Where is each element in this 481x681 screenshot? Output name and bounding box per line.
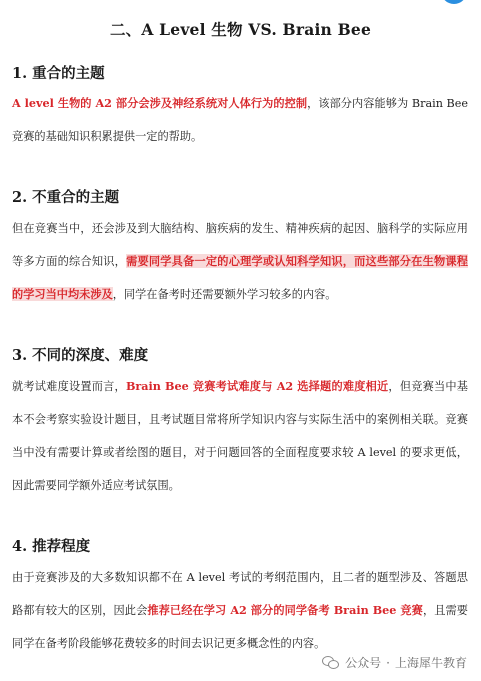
section-paragraph-3 bbox=[12, 370, 468, 502]
body-text: ，该部分内容能够为 Brain Bee 竞赛的基础知识积累提供一定的帮助。 bbox=[12, 97, 468, 143]
section-heading-2: 2. 不重合的主题 bbox=[12, 189, 120, 206]
body-text: 但在竞赛当中，还会涉及到大脑结构、脑疾病的发生、精神疾病的起因、脑科学的实际应用等多方面的综合知识， bbox=[12, 222, 468, 268]
body-text: 由于竞赛涉及的大多数知识都不在 A level 考试的考纲范围内，且二者的题型涉及、答题思路都有较大的区别，因此会 bbox=[12, 571, 468, 617]
watermark-name: 上海犀牛教育 bbox=[394, 656, 467, 670]
section-heading-4: 4. 推荐程度 bbox=[12, 538, 91, 555]
body-text: 就考试难度设置而言， bbox=[12, 380, 126, 393]
wechat-icon bbox=[322, 656, 340, 670]
section-paragraph-1 bbox=[12, 87, 468, 153]
highlight-text: A level 生物的 A2 部分会涉及神经系统对人体行为的控制 bbox=[12, 96, 308, 110]
body-text: ，且需要同学在备考阶段能够花费较多的时间去识记更多概念性的内容。 bbox=[12, 604, 468, 650]
corner-badge bbox=[441, 0, 467, 4]
watermark bbox=[322, 654, 467, 671]
body-text: ，但竞赛当中基本不会考察实验设计题目，且考试题目常将所学知识内容与实际生活中的案例相关联。竞赛当中没有需要计算或者绘图的题目，对于问题回答的全面程度要求较 A level 的要求更低，因此需要同学额外适应考试氛围。 bbox=[12, 380, 468, 492]
document-title: 二、A Level 生物 VS. Brain Bee bbox=[109, 20, 372, 39]
section-heading-1: 1. 重合的主题 bbox=[12, 65, 105, 82]
watermark-prefix: 公众号 bbox=[345, 656, 382, 670]
body-text: ，同学在备考时还需要额外学习较多的内容。 bbox=[112, 288, 337, 301]
highlight-text: Brain Bee 竞赛考试难度与 A2 选择题的难度相近 bbox=[125, 379, 389, 393]
section-paragraph-4 bbox=[12, 561, 468, 660]
watermark-separator: · bbox=[386, 655, 390, 670]
section-paragraph-2 bbox=[12, 212, 468, 311]
section-heading-3: 3. 不同的深度、难度 bbox=[12, 347, 149, 364]
highlight-text: 需要同学具备一定的心理学或认知科学知识，而这些部分在生物课程的学习当中均未涉及 bbox=[12, 254, 468, 301]
highlight-text: 推荐已经在学习 A2 部分的同学备考 Brain Bee 竞赛 bbox=[147, 603, 423, 617]
